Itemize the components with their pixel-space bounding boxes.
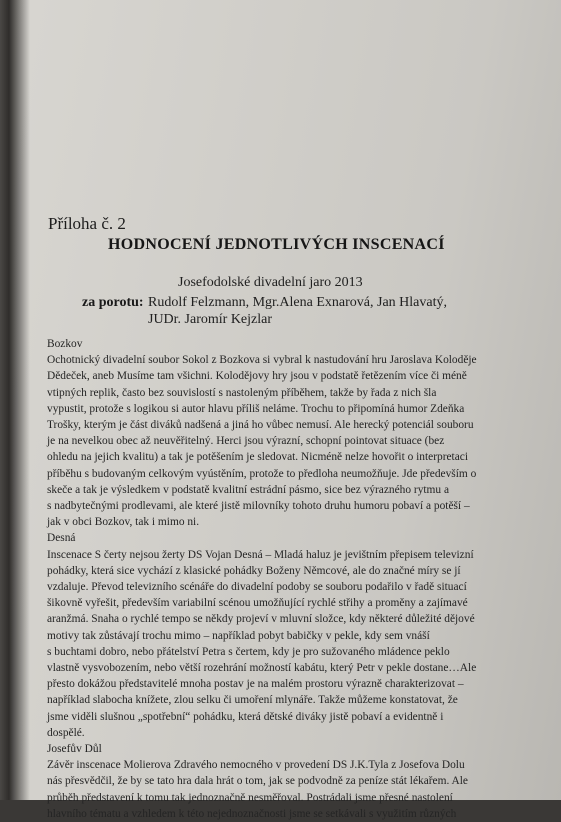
body-text-line: s nadbytečnými prodlevami, ale které jistě milovníky tohoto druhu humoru pobaví a potěší – — [47, 500, 470, 513]
body-text-line: s buchtami dobro, nebo přátelství Petra s čertem, kdy je pro sužovaného mládence peklo — [47, 645, 450, 658]
body-text-line: motivy tak zůstávají trochu mimo – například pobyt babičky v pekle, kdy sem vnáší — [47, 629, 430, 642]
body-text-line: nás přesvědčil, že by se tato hra dala hrát o tom, jak se podvodně za peníze stát lékařem. Ale — [47, 775, 468, 788]
body-text-line: Dědeček, aneb Musíme tam všichni. Kolodějovy hry jsou v podstatě řetězením více či méně — [47, 370, 467, 383]
jury-label: za porotu: — [82, 295, 144, 310]
body-text-line: šikovně vyřešit, především variabilní scénou umožňující rychlé střihy a proměny a zajímavé — [47, 597, 468, 610]
body-text-line: ohledu na jejich kvalitu) a tak je potěšením je sledovat. Nicméně nelze hovořit o interpretaci — [47, 451, 468, 464]
body-text-line: vtipných replik, často bez souvislostí s nastoleným příběhem, takže by řada z nich šla — [47, 386, 437, 399]
appendix-subtitle: HODNOCENÍ JEDNOTLIVÝCH INSCENACÍ — [108, 236, 445, 253]
body-text-line: vypustit, protože s logikou si autor hlavu příliš neláme. Trochu to připomíná humor Zdeňka — [47, 402, 465, 415]
festival-name: Josefodolské divadelní jaro 2013 — [178, 275, 363, 290]
body-text-line: Ochotnický divadelní soubor Sokol z Bozkova si vybral k nastudování hru Jaroslava Koloděje — [47, 354, 477, 367]
body-text-line: Desná — [47, 532, 76, 545]
body-text-line: hlavního tématu a vzhledem k této nejednoznačnosti jsme se setkávali s využitím různých — [47, 807, 457, 820]
body-text-line: Bozkov — [47, 338, 83, 350]
body-text-line: jak v obci Bozkov, tak i mimo ni. — [47, 516, 200, 529]
body-text-line: Josefův Důl — [47, 743, 102, 756]
body-text-line: průběh představení k tomu tak jednoznačně nesměřoval. Postrádali jsme přesné nastolení — [47, 791, 453, 804]
body-text-line: Trošky, kterým je část diváků nadšená a jiná ho vůbec nemusí. Ale herecký potenciál souboru — [47, 419, 474, 432]
body-text-line: jsme viděli slušnou „spotřební“ pohádku, která dětské diváky jistě pobaví a evidentně i — [47, 710, 444, 723]
body-text-line: dospělé. — [47, 726, 85, 739]
binding-shadow — [0, 0, 30, 800]
evaluation-body-text — [47, 336, 517, 822]
body-text-line: příběhu s budovaným celkovým vyústěním, protože to předloha neumožňuje. Jde především o — [47, 467, 477, 480]
appendix-title: Příloha č. 2 — [48, 214, 126, 233]
body-text-line: vzdaluje. Převod televizního scénáře do divadelní podoby se souboru podařilo v řadě situací — [47, 581, 467, 594]
body-text-line: aranžmá. Snaha o rychlé tempo se někdy projeví v mluvní složce, kdy některé důležité dějové — [47, 613, 475, 626]
body-text-line: je na nevelkou obec až neuvěřitelný. Herci jsou výrazní, schopní pointovat situace (bez — [47, 435, 445, 448]
body-text-line: vlastně vysvobozením, nebo větší rozehrání možností kabátu, který Petr v pekle dostane…Ale — [47, 662, 477, 675]
body-text-line: například slabocha knížete, zlou selku či umoření mlynáře. Takže můžeme konstatovat, že — [47, 694, 458, 707]
body-text-line: Závěr inscenace Molierova Zdravého nemocného v provedení DS J.K.Tyla z Josefova Dolu — [47, 759, 465, 772]
body-text-line: pohádky, která sice vychází z klasické pohádky Boženy Němcové, ale do značné míry se jí — [47, 564, 461, 577]
jury-members-line-1: Rudolf Felzmann, Mgr.Alena Exnarová, Jan Hlavatý, — [148, 295, 447, 310]
body-text-line: skeče a tak je výsledkem v podstatě kvalitní estrádní pásmo, sice bez výrazného rytmu a — [47, 483, 450, 496]
body-text-line: přesto dokážou představitelé mnoha postav je na malém prostoru výrazně charakterizovat – — [47, 678, 464, 691]
jury-members-line-2: JUDr. Jaromír Kejzlar — [148, 312, 273, 327]
body-text-line: Inscenace S čerty nejsou žerty DS Vojan Desná – Mladá haluz je jevištním přepisem televizní — [47, 548, 474, 561]
